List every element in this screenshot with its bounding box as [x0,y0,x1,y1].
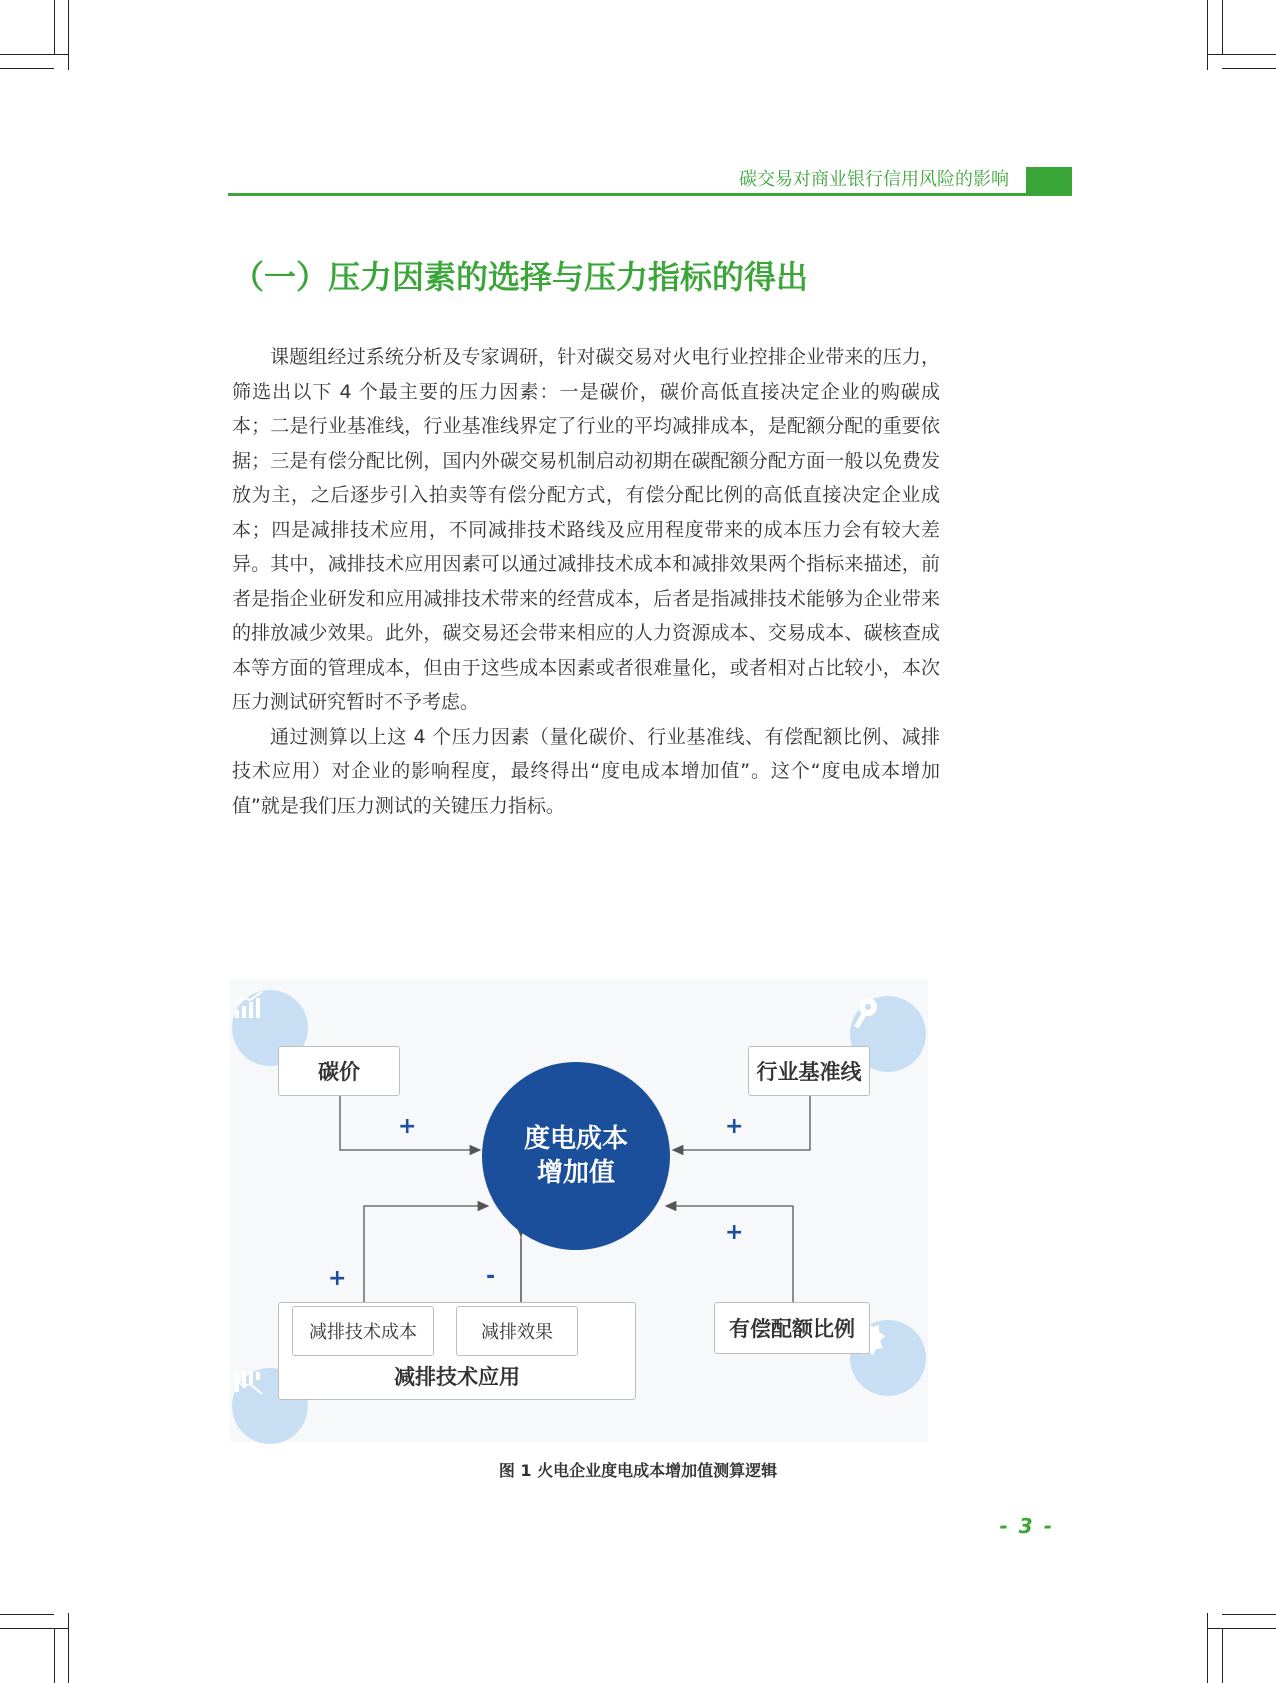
body-text [232,340,940,823]
center-indicator-circle [482,1062,670,1250]
crop-mark-top-right-v [1207,0,1208,70]
section-title: （一）压力因素的选择与压力指标的得出 [232,258,809,296]
tech-effect-box: 减排效果 [456,1306,578,1356]
running-header-title: 碳交易对商业银行信用风险的影响 [739,169,1009,190]
connector-tech-cost [364,1206,488,1305]
crop-mark-bottom-right-v2 [1222,1628,1223,1683]
crop-mark-bottom-left-h2 [0,1628,68,1629]
crop-mark-top-right-v2 [1222,0,1223,54]
crop-mark-top-left-h2 [0,54,68,55]
tech-application-label: 减排技术应用 [394,1365,520,1389]
sign-industry-baseline: + [725,1114,744,1139]
crop-mark-bottom-left-h [0,1614,54,1615]
industry-baseline-box: 行业基准线 [748,1046,870,1096]
crop-mark-bottom-left-v2 [54,1628,55,1683]
body-paragraph-2: 通过测算以上这 4 个压力因素（量化碳价、行业基准线、有偿配额比例、减排技术应用）对企业的影响程度，最终得出“度电成本增加值”。这个“度电成本增加值”就是我们压力测试的关键压力指标。 [232,725,940,817]
crop-mark-top-left-v [68,0,69,70]
sign-carbon-price: + [398,1114,417,1139]
crop-mark-bottom-right-h [1222,1614,1276,1615]
crop-mark-bottom-right-h2 [1207,1628,1276,1629]
tech-cost-box: 减排技术成本 [292,1306,434,1356]
page-number: - 3 - [999,1514,1054,1538]
running-header-accent-block [1026,167,1072,194]
sign-tech-effect: - [486,1264,496,1289]
crop-mark-top-left-h [0,68,54,69]
carbon-price-box: 碳价 [278,1046,400,1096]
crop-mark-top-right-h2 [1207,54,1276,55]
crop-mark-top-left-v2 [54,0,55,54]
sign-tech-cost: + [328,1266,347,1291]
body-paragraph-1: 课题组经过系统分析及专家调研，针对碳交易对火电行业控排企业带来的压力，筛选出以下 4 个最主要的压力因素：一是碳价，碳价高低直接决定企业的购碳成本；二是行业基准线，行业基准线界定了行业的平均减排成本，是配额分配的重要依据；三是有偿分配比例，国内外碳交易机制启动初期在碳配额分配方面一般以免费发放为主，之后逐步引入拍卖等有偿分配方式，有偿分配比例的高低直接决定企业成本；四是减排技术应用，不同减排技术路线及应用程度带来的成本压力会有较大差异。其中，减排技术应用因素可以通过减排技术成本和减排效果两个指标来描述，前者是指企业研发和应用减排技术带来的经营成本，后者是指减排技术能够为企业带来的排放减少效果。此外，碳交易还会带来相应的人力资源成本、交易成本、碳核查成本等方面的管理成本，但由于这些成本因素或者很难量化，或者相对占比较小，本次压力测试研究暂时不予考虑。 [232,346,940,713]
center-label-line2: 增加值 [536,1158,615,1188]
figure-caption: 图 1 火电企业度电成本增加值测算逻辑 [498,1461,778,1480]
running-header-rule [228,193,1072,196]
crop-mark-top-right-h [1222,68,1276,69]
center-label-line1: 度电成本 [523,1124,628,1154]
crop-mark-bottom-left-v [68,1613,69,1683]
figure-diagram [230,980,928,1442]
sign-paid-quota: + [725,1220,744,1245]
paid-quota-ratio-box: 有偿配额比例 [714,1302,870,1354]
crop-mark-bottom-right-v [1207,1613,1208,1683]
